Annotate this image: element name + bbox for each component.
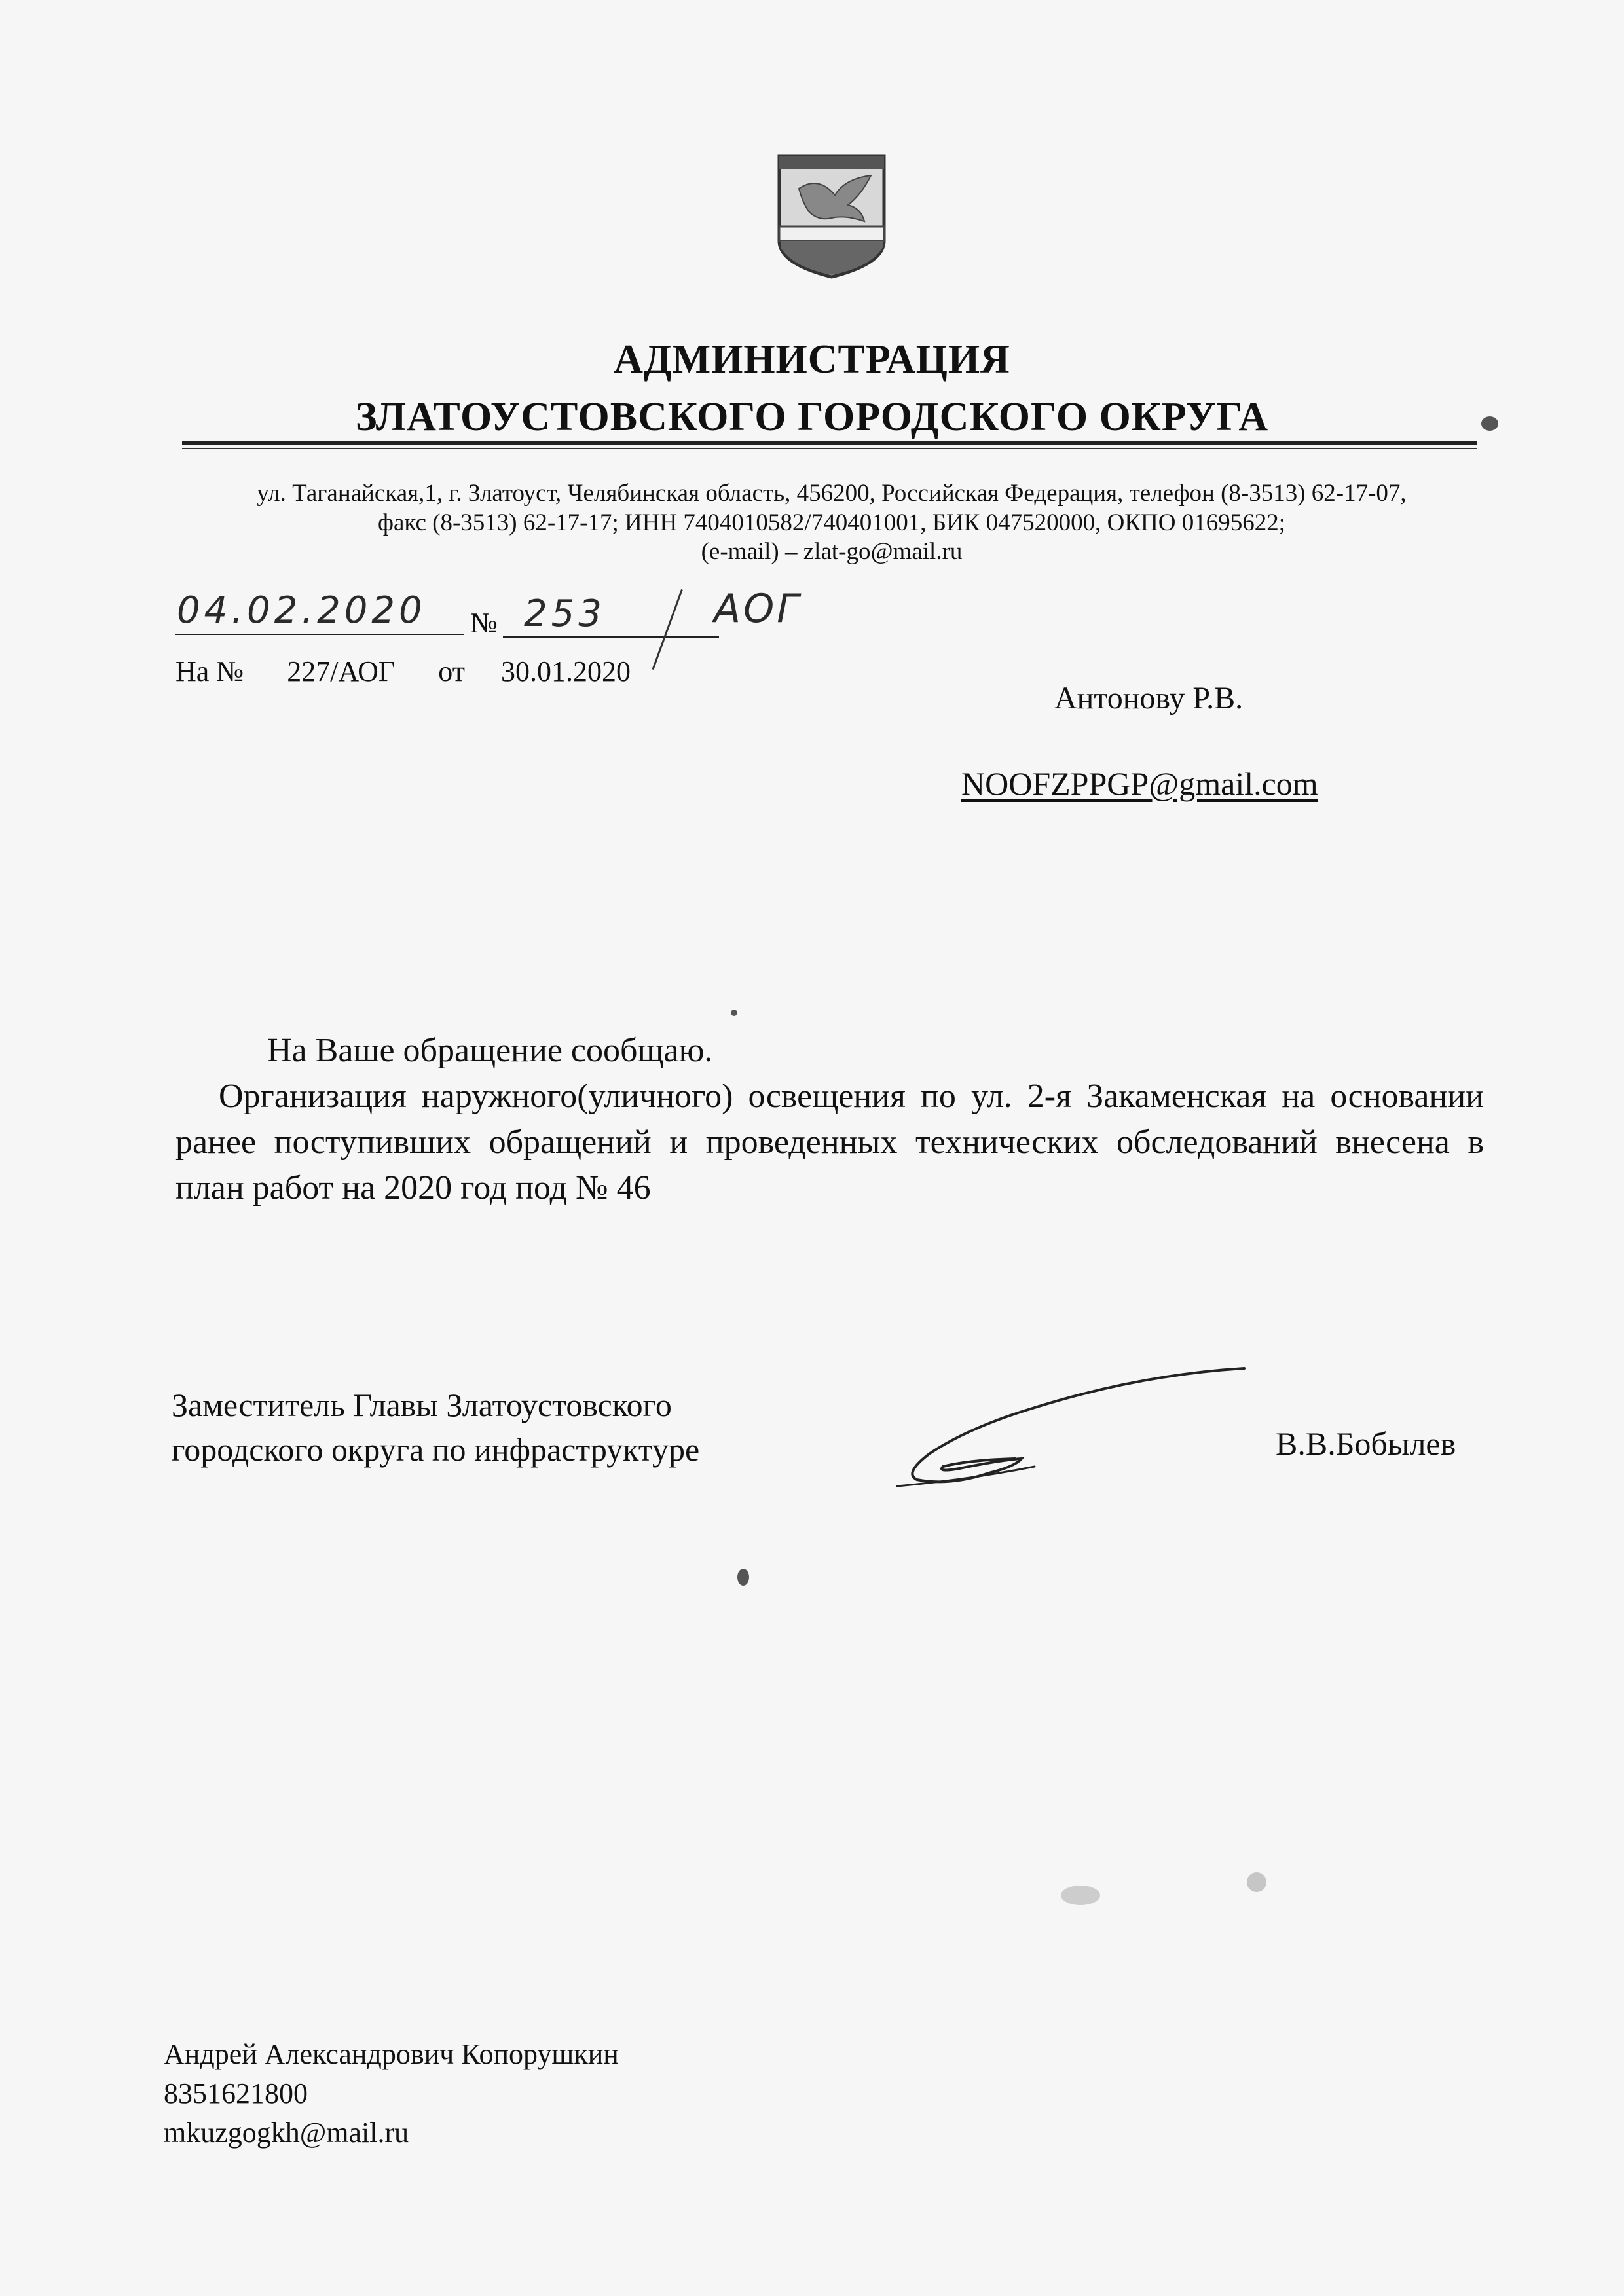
scan-speck — [1247, 1872, 1266, 1892]
address-line2: факс (8-3513) 62-17-17; ИНН 7404010582/740401001, БИК 047520000, ОКПО 01695622; — [378, 509, 1285, 536]
recipient-email[interactable]: NOOFZPPGP@gmail.com — [961, 765, 1318, 802]
address-line1: ул. Таганайская,1, г. Златоуст, Челябинская область, 456200, Российская Федерация, телефон (8-3513) 62-17-07, — [257, 480, 1407, 507]
registration-suffix: АОГ — [714, 586, 802, 632]
scan-speck — [731, 1010, 737, 1016]
body-paragraph-greeting: На Ваше обращение сообщаю. — [267, 1032, 713, 1069]
body-paragraph-main: Организация наружного(уличного) освещения по ул. 2-я Закаменская на основании ранее поступивших обращений и проведенных технических обследований внесена в план работ на 2020 год под № 46 — [175, 1078, 1484, 1207]
signatory-position-line1: Заместитель Главы Златоустовского — [172, 1387, 672, 1423]
registration-number-sign: № — [470, 607, 498, 639]
scan-speck — [737, 1569, 749, 1586]
executor-name: Андрей Александрович Копорушкин — [164, 2038, 619, 2070]
executor-email[interactable]: mkuzgogkh@mail.ru — [164, 2117, 409, 2149]
header-divider-thin — [182, 448, 1477, 449]
executor-phone: 8351621800 — [164, 2077, 308, 2109]
recipient-name: Антонову Р.В. — [1054, 681, 1244, 716]
executor-block — [164, 2035, 619, 2153]
address-line3: (e-mail) – zlat-go@mail.ru — [701, 538, 963, 565]
coat-of-arms-emblem — [773, 149, 891, 280]
signatory-name: В.В.Бобылев — [1276, 1425, 1456, 1462]
header-divider — [182, 441, 1477, 445]
registration-date: 04.02.2020 — [177, 589, 426, 632]
reference-line: На № 227/АОГ от 30.01.2020 — [175, 655, 631, 687]
registration-number-underline — [503, 636, 719, 638]
registration-date-underline — [175, 634, 464, 635]
signatory-position-line2: городского округа по инфраструктуре — [172, 1431, 700, 1468]
signatory-position — [172, 1383, 699, 1472]
header-title-line2: ЗЛАТОУСТОВСКОГО ГОРОДСКОГО ОКРУГА — [355, 395, 1269, 439]
handwritten-signature — [891, 1362, 1257, 1493]
scan-speck — [1061, 1886, 1100, 1905]
registration-number: 253 — [524, 592, 606, 635]
scan-speck — [1481, 416, 1498, 431]
registration-slash — [652, 589, 683, 670]
header-title-line1: АДМИНИСТРАЦИЯ — [614, 337, 1010, 382]
